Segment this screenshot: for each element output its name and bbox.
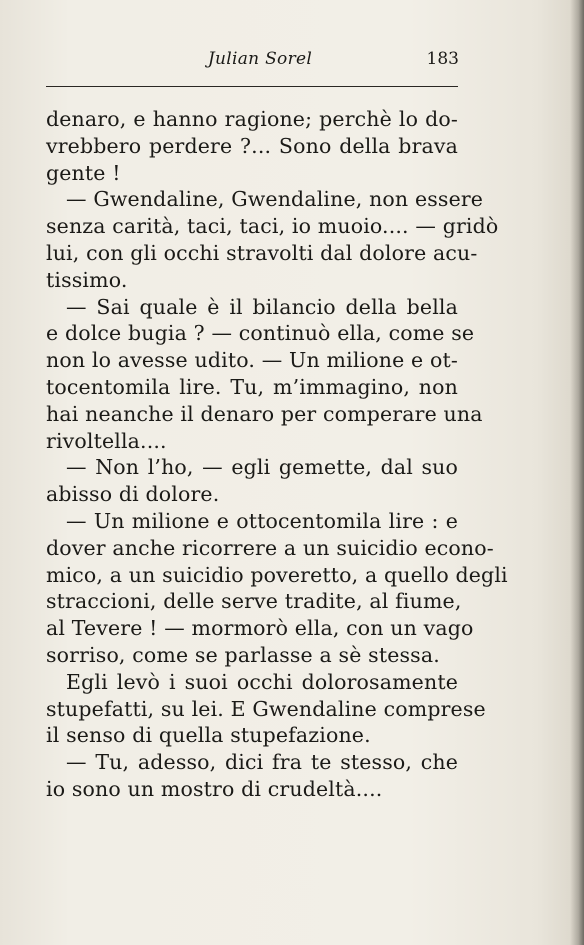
text-line: tissimo.	[46, 267, 128, 292]
text-line: rivoltella....	[46, 428, 167, 453]
text-line: mico, a un suicidio poveretto, a quello degli	[46, 562, 508, 587]
text-line: abisso di dolore.	[46, 482, 220, 507]
header-rule	[46, 86, 458, 87]
text-line: vrebbero perdere ?... Sono della brava	[46, 133, 458, 158]
text-line: lui, con gli occhi stravolti dal dolore acu-	[46, 240, 478, 265]
text-line: — Un milione e ottocentomila lire : e	[66, 508, 458, 533]
running-title: Julian Sorel	[207, 49, 313, 69]
text-line: io sono un mostro di crudeltà....	[46, 776, 383, 801]
text-line: tocentomila lire. Tu, m’immagino, non	[46, 374, 458, 399]
text-line: non lo avesse udito. — Un milione e ot-	[46, 348, 458, 373]
text-line: straccioni, delle serve tradite, al fiume,	[46, 589, 462, 614]
text-line: al Tevere ! — mormorò ella, con un vago	[46, 616, 474, 641]
text-line: — Non l’ho, — egli gemette, dal suo	[66, 455, 458, 480]
text-line: Egli levò i suoi occhi dolorosamente	[66, 669, 458, 694]
text-line: hai neanche il denaro per comperare una	[46, 401, 483, 426]
text-line: senza carità, taci, taci, io muoio.... — gridò	[46, 214, 499, 239]
text-line: il senso di quella stupefazione.	[46, 723, 371, 748]
page-number: 183	[426, 49, 459, 69]
text-line: — Gwendaline, Gwendaline, non essere	[66, 187, 484, 212]
text-line: sorriso, come se parlasse a sè stessa.	[46, 642, 440, 667]
text-line: dover anche ricorrere a un suicidio econo-	[46, 535, 494, 560]
text-line: gente !	[46, 160, 121, 185]
text-line: denaro, e hanno ragione; perchè lo do-	[46, 107, 458, 131]
text-line: — Tu, adesso, dici fra te stesso, che	[66, 750, 458, 775]
text-line: stupefatti, su lei. E Gwendaline comprese	[46, 696, 486, 721]
text-line: — Sai quale è il bilancio della bella	[66, 294, 458, 319]
page-edge-shadow	[570, 0, 584, 945]
body-text	[46, 106, 508, 803]
text-line: e dolce bugia ? — continuò ella, come se	[46, 321, 475, 346]
